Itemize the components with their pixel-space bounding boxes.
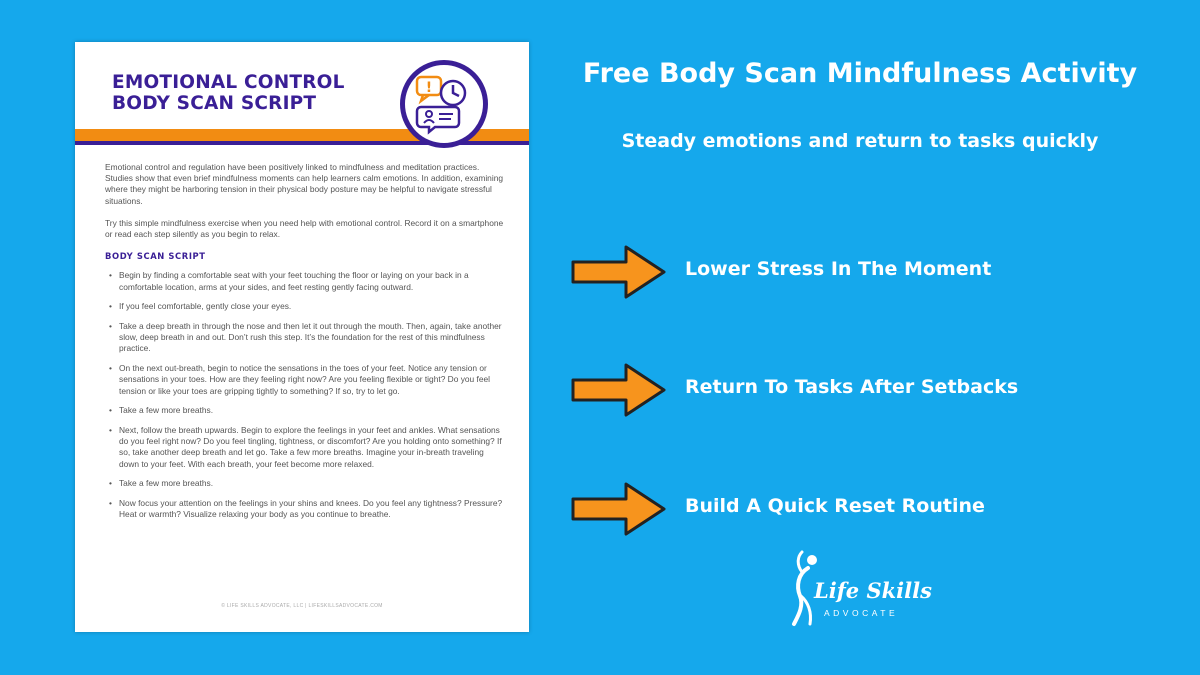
worksheet-body <box>105 162 505 529</box>
intro-paragraph: Try this simple mindfulness exercise when you need help with emotional control. Record it on a smartphone or read each step silently as you begin to relax. <box>105 217 504 240</box>
worksheet-title-line1: EMOTIONAL CONTROL <box>112 72 345 93</box>
benefit-item <box>570 360 1170 420</box>
list-item: • On the next out-breath, begin to notice the sensations in the toes of your feet. Notice any tension or sensations in your toes. How are they feeling right now? Are you feeling flexible or tight? Do you feel tension or like your toes are gripping tightly to something? If so, try to let go. <box>119 363 505 397</box>
promo-subhead: Steady emotions and return to tasks quickly <box>621 130 1099 152</box>
worksheet-title-line2: BODY SCAN SCRIPT <box>112 93 317 114</box>
svg-text:!: ! <box>425 80 433 96</box>
list-item: • Next, follow the breath upwards. Begin to explore the feelings in your feet and ankles. What sensations do you feel right now? Do you feel tingling, tightness, or discomfort? Are you holding onto something? If so, take another deep breath and let go. Take a few more breaths. Imagine your in-breath traveling down to your feet. With each breath, your feet become more relaxed. <box>119 425 505 470</box>
list-item: • Take a few more breaths. <box>119 478 505 489</box>
worksheet-preview <box>75 42 529 632</box>
promo-headline: Free Body Scan Mindfulness Activity <box>582 58 1138 89</box>
list-item: • Take a deep breath in through the nose and then let it out through the mouth. Then, again, take another slow, deep breath in and out. Don’t rush this step. It’s the foundation for the rest of this mindfulness practice. <box>119 321 505 355</box>
benefit-item <box>570 242 1170 302</box>
benefit-item <box>570 479 1170 539</box>
arrow-right-icon <box>570 242 670 302</box>
benefit-label: Build A Quick Reset Routine <box>685 495 985 517</box>
arrow-right-icon <box>570 360 670 420</box>
steps-list <box>105 270 505 520</box>
worksheet-footer: © LIFE SKILLS ADVOCATE, LLC | LIFESKILLSADVOCATE.COM <box>221 603 383 609</box>
worksheet-title <box>112 72 345 114</box>
benefit-label: Return To Tasks After Setbacks <box>685 376 1019 398</box>
arrow-right-icon <box>570 479 670 539</box>
brand-logo <box>790 550 950 640</box>
logo-name: Life Skills <box>814 578 932 603</box>
list-item: • If you feel comfortable, gently close your eyes. <box>119 301 505 312</box>
list-item: • Begin by finding a comfortable seat with your feet touching the floor or laying on your back in a comfortable location, arms at your sides, and feet resting gently facing outward. <box>119 270 505 292</box>
intro-paragraph: Emotional control and regulation have been positively linked to mindfulness and meditation practices. Studies show that even brief mindfulness moments can help learners calm emotions. In addition, examining where they might be harboring tension in their physical body posture may be helpful to navigate stressful situations. <box>105 162 504 206</box>
logo-subtitle: ADVOCATE <box>824 608 899 618</box>
benefit-label: Lower Stress In The Moment <box>685 258 992 280</box>
list-item: • Take a few more breaths. <box>119 405 505 416</box>
section-heading: BODY SCAN SCRIPT <box>105 251 206 262</box>
chat-clock-icon <box>400 60 488 148</box>
list-item: • Now focus your attention on the feelings in your shins and knees. Do you feel any tightness? Pressure? Heat or warmth? Visualize relaxing your body as you continue to breathe. <box>119 498 505 520</box>
